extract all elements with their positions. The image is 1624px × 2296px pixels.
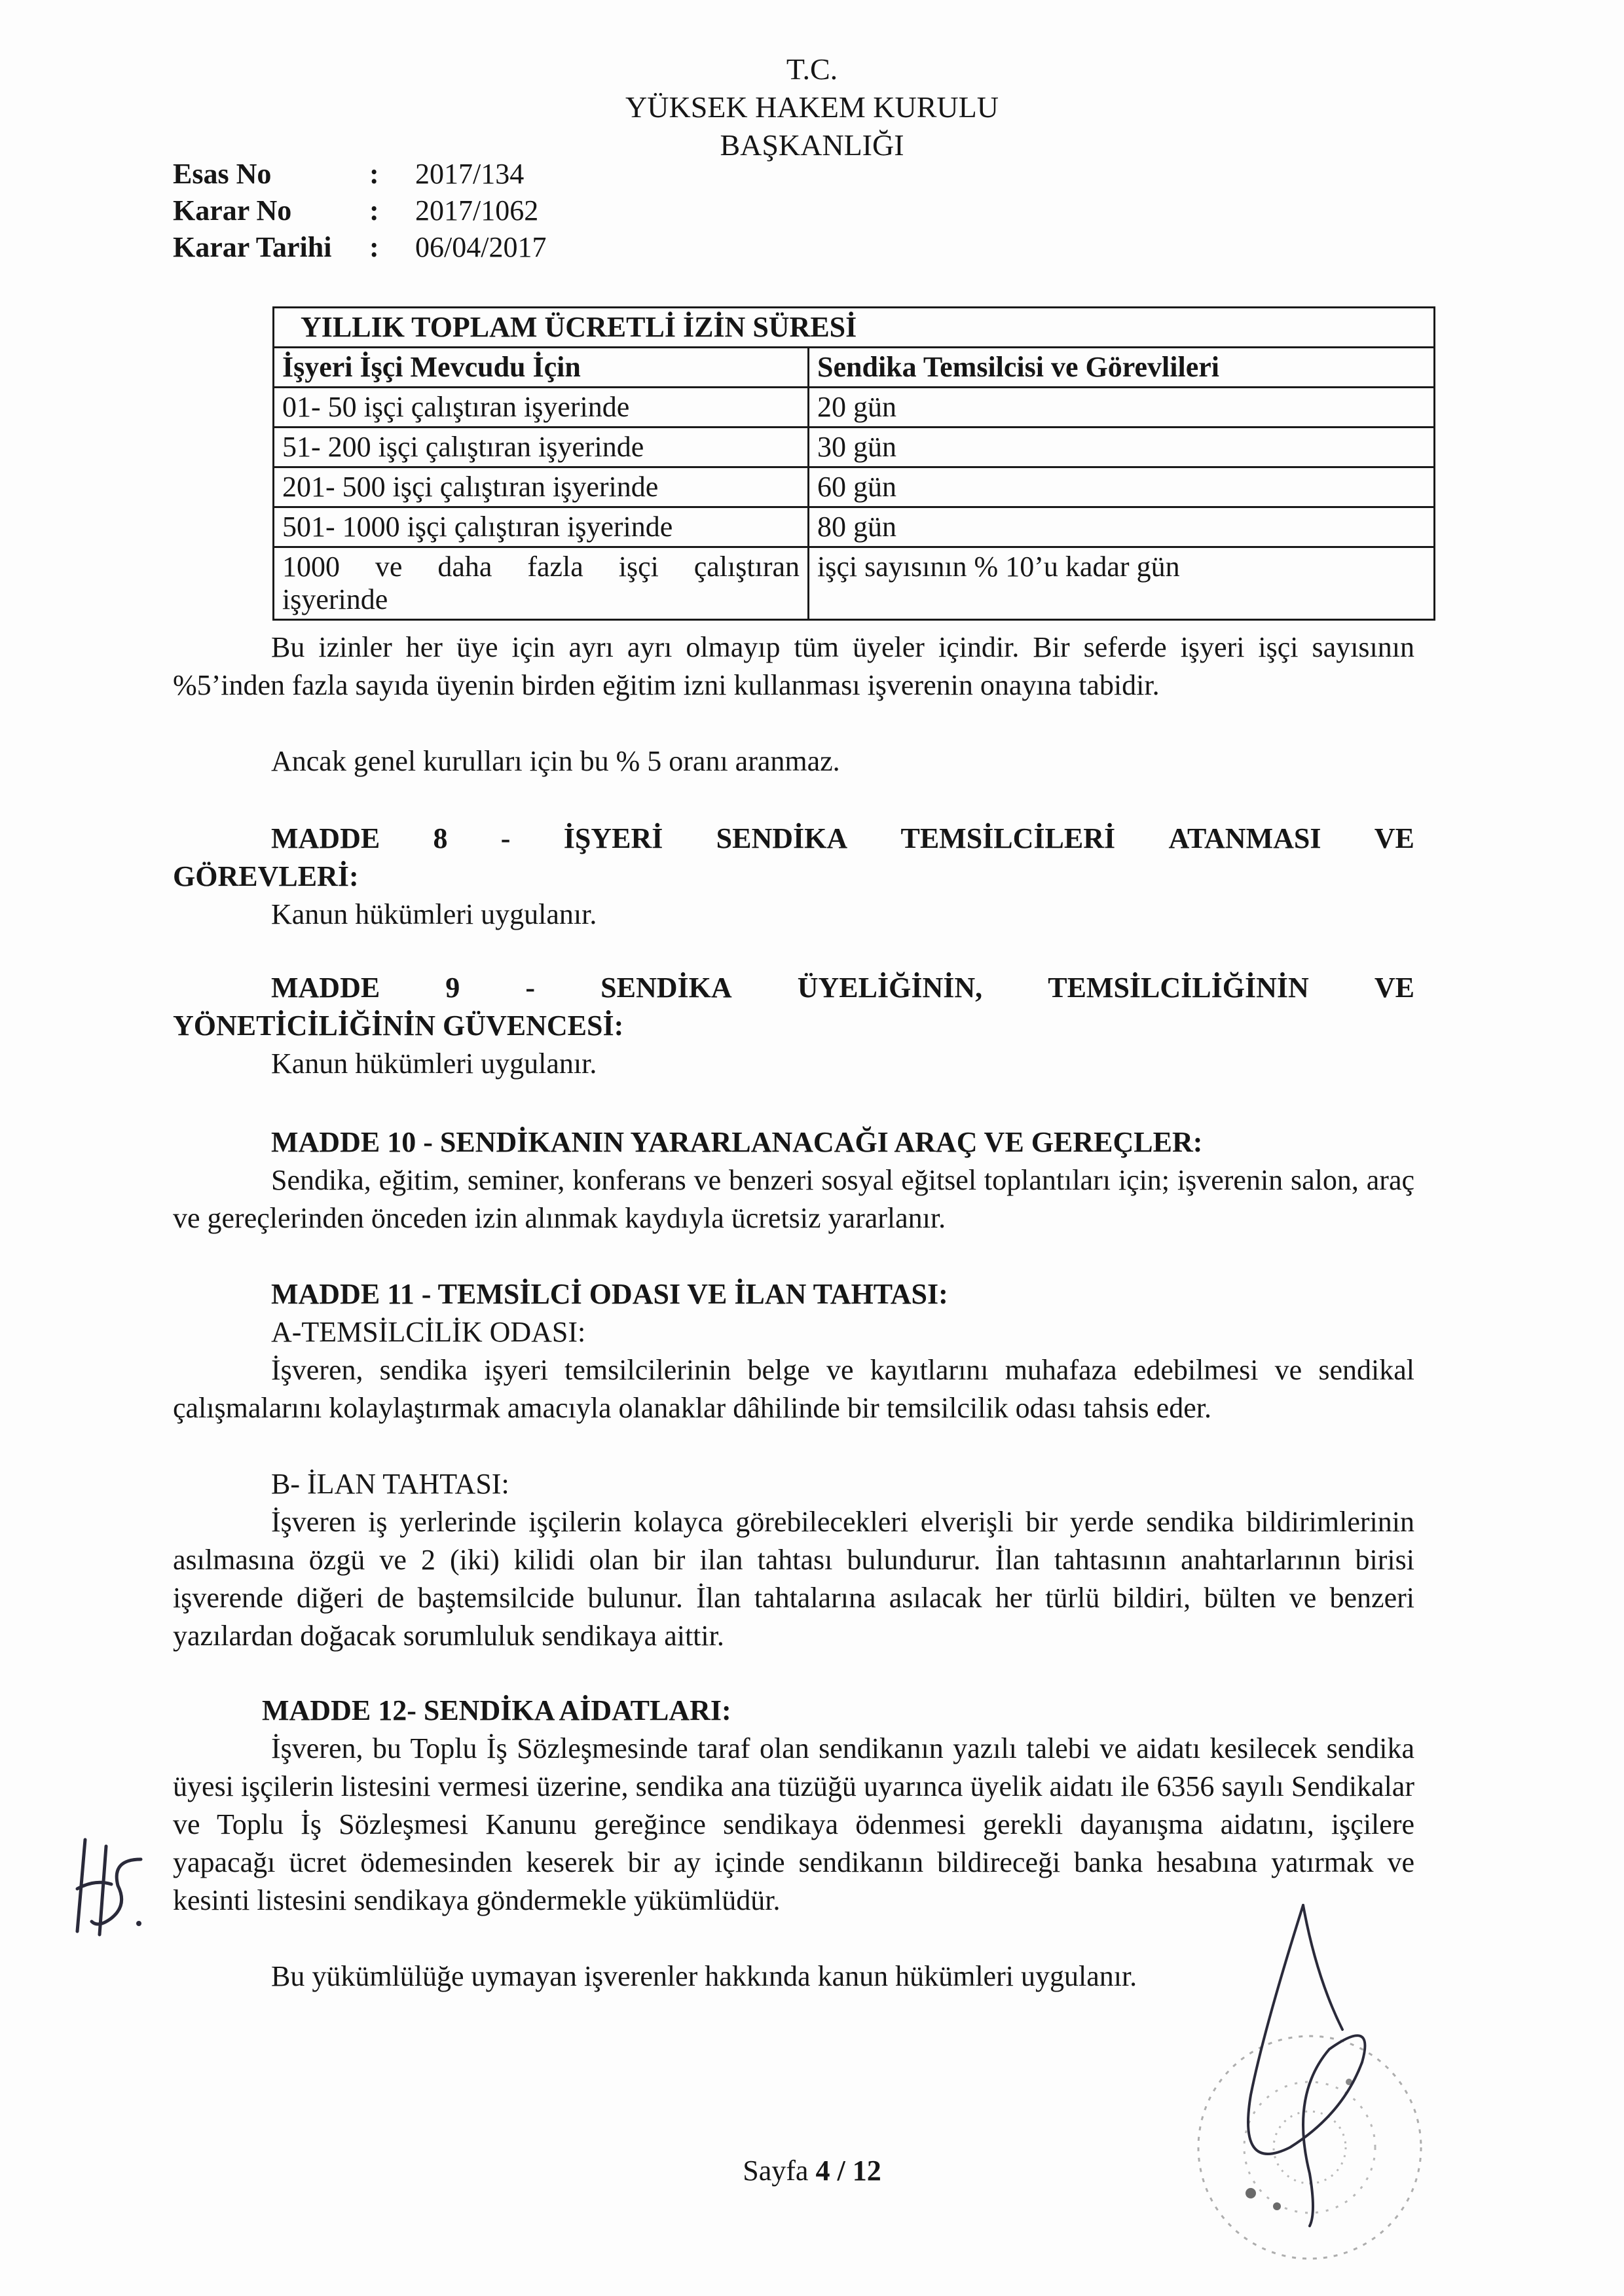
footer-total: 12 [852,2155,881,2187]
heading-word: SENDİKA [716,822,848,854]
table-title-row [274,308,1435,348]
footer-page: 4 [815,2155,830,2187]
madde-12-heading: MADDE 12- SENDİKA AİDATLARI: [262,1694,731,1726]
madde-11-sub-b: B- İLAN TAHTASI: [271,1468,509,1500]
table-row [274,547,1435,620]
madde-11-heading: MADDE 11 - TEMSİLCİ ODASI VE İLAN TAHTASI: [271,1278,948,1310]
madde-9-heading [271,969,1414,1007]
meta-label: Esas No [173,158,272,190]
heading-word: SENDİKA [600,972,732,1004]
madde-10-heading: MADDE 10 - SENDİKANIN YARARLANACAĞI ARAÇ VE GEREÇLER: [271,1126,1203,1158]
paragraph-text: Bu yükümlülüğe uymayan işverenler hakkında kanun hükümleri uygulanır. [271,1960,1137,1992]
table-cell-days: 80 gün [809,507,1435,547]
signature [1211,1899,1421,2239]
table-row [274,388,1435,428]
meta-value: 2017/134 [415,158,525,190]
table-title: YILLIK TOPLAM ÜCRETLİ İZİN SÜRESİ [274,308,1435,348]
header-line-department: BAŞKANLIĞI [720,128,904,162]
heading-word: VE [1374,822,1414,854]
meta-label: Karar Tarihi [173,231,332,263]
madde-8-body: Kanun hükümleri uygulanır. [271,898,597,930]
meta-row-tarih [173,229,612,266]
madde-11-body-a [173,1351,1414,1427]
heading-word: ATANMASI [1168,822,1321,854]
table-cell-range-multiline [274,547,809,620]
table-cell-days: 30 gün [809,428,1435,467]
meta-label: Karar No [173,194,292,227]
meta-sep: : [369,231,379,263]
madde-8-heading-line2: GÖREVLERİ: [173,860,359,892]
table-header-col2: Sendika Temsilcisi ve Görevlileri [809,348,1435,388]
heading-word: VE [1374,972,1414,1004]
paragraph-text: Bu izinler her üye için ayrı ayrı olmayıp tüm üyeler içindir. Bir seferde işyeri işçi sayısının %5’inden fazla sayıda üyenin birden eğitim izni kullanması işverenin onayına tabidir. [173,631,1414,701]
heading-word: ÜYELİĞİNİN, [797,972,983,1004]
heading-word: TEMSİLCİLİĞİNİN [1048,972,1309,1004]
table-cell-range: 51- 200 işçi çalıştıran işyerinde [274,428,809,467]
footer-sep: / [837,2155,845,2187]
madde-11-sub-a: A-TEMSİLCİLİK ODASI: [271,1316,586,1348]
table-header-row [274,348,1435,388]
heading-word: 9 [445,972,460,1004]
paragraph-general-assembly [173,742,1414,780]
paragraph-text: İşveren iş yerlerinde işçilerin kolayca görebilecekleri elverişli bir yerde sendika bildirimlerinin asılmasına özgü ve 2 (iki) kilidi olan bir ilan tahtası bulundurur. İlan tahtasının anahtarlarının birisi işverende diğeri de baştemsilcide bulunur. İlan tahtalarına asılacak her türlü bildiri, bülten ve benzeri yazılardan doğacak sorumluluk sendikaya aittir. [173,1506,1414,1652]
heading-word: MADDE [271,822,380,854]
table-cell-days: 60 gün [809,467,1435,507]
meta-value: 2017/1062 [415,194,539,227]
meta-row-karar [173,192,612,229]
table-cell-range: 501- 1000 işçi çalıştıran işyerinde [274,507,809,547]
case-meta [173,156,612,266]
initials-signature [65,1833,151,1944]
meta-value: 06/04/2017 [415,231,547,263]
meta-row-esas [173,156,612,192]
page-footer [0,2154,1624,2187]
header-line-institution: YÜKSEK HAKEM KURULU [625,90,999,124]
paragraph-text: İşveren, bu Toplu İş Sözleşmesinde taraf olan sendikanın yazılı talebi ve aidatı kesilecek sendika üyesi işçilerin listesini vermesi üzerine, sendika ana tüzüğü uyarınca üyelik aidatı ile 6356 sayılı Sendikalar ve Toplu İş Sözleşmesi Kanunu gereğince sendikaya ödenmesi gerekli dayanışma aidatını, işçilere yapacağı ücret ödemesinden keserek bir ay içinde sendikanın bildireceği banka hesabına yatırmak ve kesinti listesini sendikaya göndermekle yükümlüdür. [173,1732,1414,1916]
table-cell-range: 01- 50 işçi çalıştıran işyerinde [274,388,809,428]
heading-word: - [500,822,511,854]
table-cell-range: 201- 500 işçi çalıştıran işyerinde [274,467,809,507]
leave-duration-table [272,306,1435,621]
madde-10-body [173,1161,1414,1237]
table-cell-range-line1: 1000 ve daha fazla işçi çalıştıran [282,551,800,583]
heading-word: İŞYERİ [563,822,663,854]
paragraph-text: İşveren, sendika işyeri temsilcilerinin belge ve kayıtlarını muhafaza edebilmesi ve sendikal çalışmalarını kolaylaştırmak amacıyla olanaklar dâhilinde bir temsilcilik odası tahsis eder. [173,1354,1414,1424]
paragraph-leave-note [173,629,1414,704]
table-row [274,507,1435,547]
paragraph-text: Ancak genel kurulları için bu % 5 oranı aranmaz. [271,745,840,777]
meta-sep: : [369,194,379,227]
madde-11-body-b [173,1503,1414,1655]
heading-word: TEMSİLCİLERİ [900,822,1116,854]
footer-prefix: Sayfa [743,2155,809,2187]
heading-word: 8 [433,822,448,854]
table-row [274,428,1435,467]
madde-9-heading-line2: YÖNETİCİLİĞİNİN GÜVENCESİ: [173,1010,624,1042]
header-line-tc: T.C. [786,52,838,86]
madde-9-body: Kanun hükümleri uygulanır. [271,1048,597,1080]
table-header-col1: İşyeri İşçi Mevcudu İçin [274,348,809,388]
table-cell-days: işçi sayısının % 10’u kadar gün [809,547,1435,620]
paragraph-text: Sendika, eğitim, seminer, konferans ve benzeri sosyal eğitsel toplantıları için; işverenin salon, araç ve gereçlerinden önceden izin alınmak kaydıyla ücretsiz yararlanır. [173,1164,1414,1234]
meta-sep: : [369,158,379,190]
madde-12-body-1 [173,1730,1414,1920]
heading-word: MADDE [271,972,380,1004]
madde-8-heading [271,820,1414,858]
table-row [274,467,1435,507]
heading-word: - [525,972,536,1004]
table-cell-days: 20 gün [809,388,1435,428]
table-cell-range-line2: işyerinde [282,583,388,615]
